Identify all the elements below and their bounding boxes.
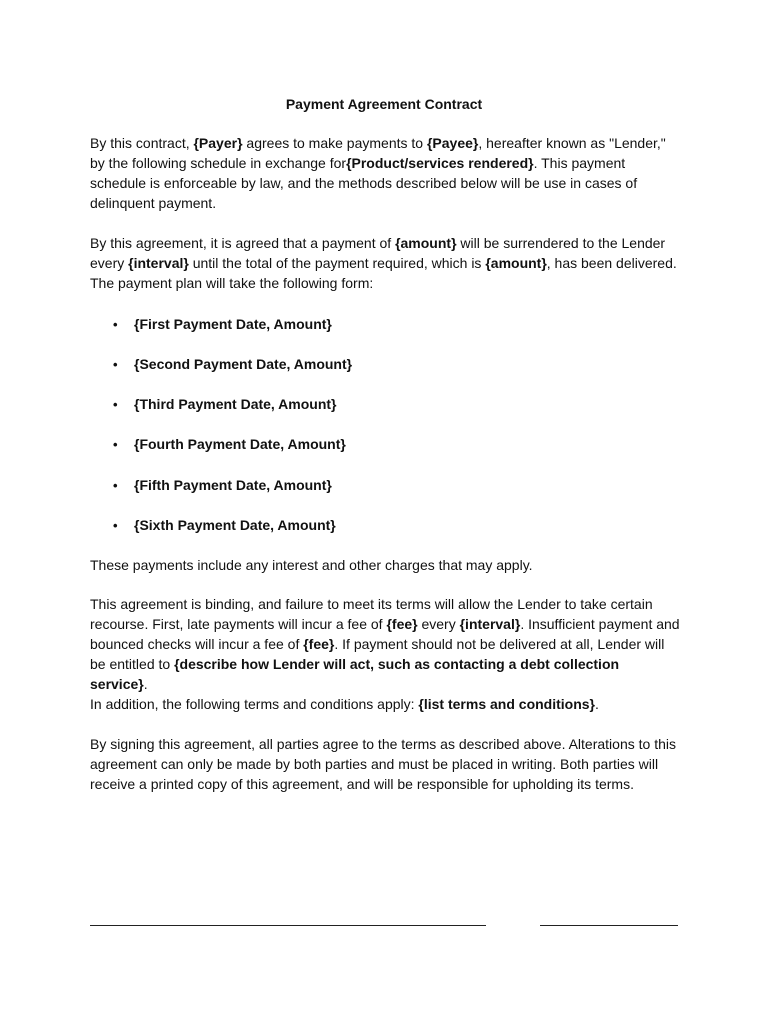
- lender-action-placeholder: {describe how Lender will act, such as contacting a debt collection service}: [90, 656, 620, 692]
- text: .: [595, 696, 599, 712]
- document-title: Payment Agreement Contract: [285, 96, 483, 112]
- amount-placeholder: {amount}: [485, 255, 547, 271]
- list-item-text: {Second Payment Date, Amount}: [134, 356, 353, 372]
- list-item: [113, 475, 332, 496]
- paragraph-signing: By signing this agreement, all parties agree to the terms as described above. Alterations to this agreement can only be made by both parties and must be placed in writing. Both parties will receive a printed copy of this agreement, and will be responsible for upholding its terms.: [90, 736, 676, 792]
- list-item: [113, 354, 352, 375]
- list-item-text: {Sixth Payment Date, Amount}: [134, 517, 336, 533]
- payee-placeholder: {Payee}: [426, 135, 479, 151]
- text: agrees to make payments to: [242, 135, 427, 151]
- paragraph-interest: These payments include any interest and other charges that may apply.: [90, 557, 533, 573]
- terms-placeholder: {list terms and conditions}: [418, 696, 596, 712]
- text: . Insufficient payment and bounced checks will incur a fee of: [90, 616, 680, 652]
- text: .: [143, 676, 148, 692]
- list-item: [113, 314, 332, 335]
- text: By this agreement, it is agreed that a payment of: [90, 235, 396, 251]
- product-placeholder: {Product/services rendered}: [346, 155, 534, 171]
- paragraph-parties: [90, 133, 680, 213]
- interval-placeholder: {interval}: [459, 616, 521, 632]
- bullet-icon: •: [113, 478, 118, 493]
- text: until the total of the payment required, which is: [188, 255, 486, 271]
- paragraph-penalties: [90, 594, 680, 694]
- signature-line: [90, 925, 486, 926]
- text: This agreement is binding, and failure to meet its terms will allow the Lender to take certain recourse. First, late payments will incur a fee of: [90, 596, 653, 632]
- text: , hereafter known as "Lender," by the following schedule in exchange for: [90, 135, 666, 171]
- text: every: [417, 616, 460, 632]
- list-item: [113, 394, 337, 415]
- payer-placeholder: {Payer}: [193, 135, 243, 151]
- fee-placeholder: {fee}: [303, 636, 335, 652]
- text: will be surrendered to the Lender every: [90, 235, 666, 271]
- bullet-icon: •: [113, 437, 118, 452]
- fee-placeholder: {fee}: [386, 616, 418, 632]
- list-item: [113, 434, 346, 455]
- list-item: [113, 515, 336, 536]
- bullet-icon: •: [113, 518, 118, 533]
- list-item-text: {Third Payment Date, Amount}: [134, 396, 337, 412]
- interval-placeholder: {interval}: [128, 255, 189, 271]
- bullet-icon: •: [113, 357, 118, 372]
- date-line: [540, 925, 678, 926]
- list-item-text: {Fourth Payment Date, Amount}: [134, 436, 346, 452]
- list-item-text: {First Payment Date, Amount}: [134, 316, 332, 332]
- text: In addition, the following terms and conditions apply:: [90, 696, 419, 712]
- text: . If payment should not be delivered at all, Lender will be entitled to: [90, 636, 665, 672]
- text: , has been delivered. The payment plan will take the following form:: [90, 255, 677, 291]
- text: . This payment schedule is enforceable by law, and the methods described below will be use in cases of delinquent payment.: [90, 155, 638, 211]
- list-item-text: {Fifth Payment Date, Amount}: [134, 477, 332, 493]
- bullet-icon: •: [113, 317, 118, 332]
- paragraph-payment-terms: [90, 233, 680, 293]
- bullet-icon: •: [113, 397, 118, 412]
- paragraph-terms: [90, 694, 680, 714]
- amount-placeholder: {amount}: [395, 235, 457, 251]
- text: By this contract,: [90, 135, 194, 151]
